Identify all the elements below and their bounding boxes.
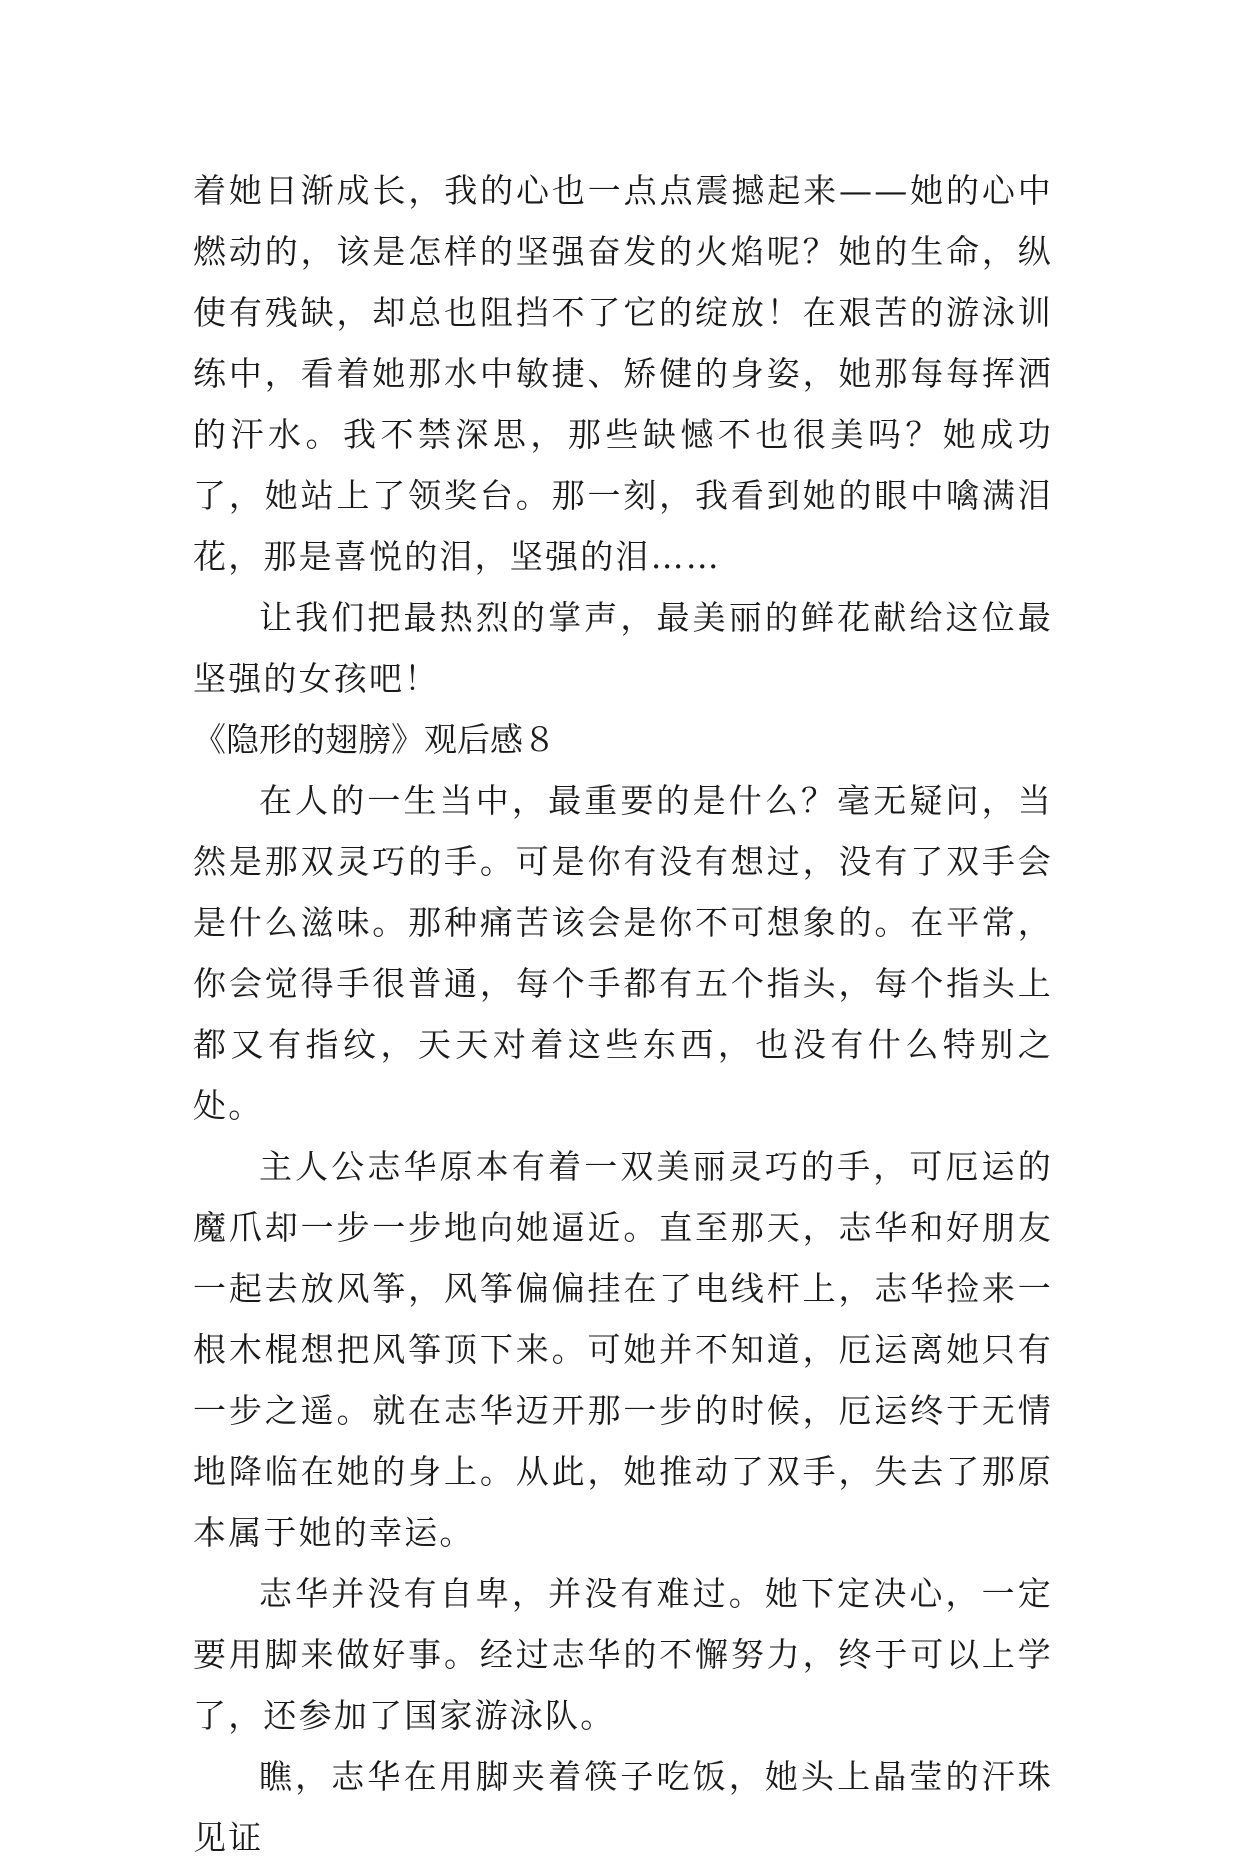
paragraph-6: 瞧，志华在用脚夹着筷子吃饭，她头上晶莹的汗珠见证 [193, 1757, 1053, 1857]
paragraph-4: 主人公志华原本有着一双美丽灵巧的手，可厄运的魔爪却一步一步地向她逼近。直至那天，志华和好朋友一起去放风筝，风筝偏偏挂在了电线杆上，志华捡来一根木棍想把风筝顶下来。可她并不知道，厄运离她只有一步之遥。就在志华迈开那一步的时候，厄运终于无情地降临在她的身上。从此，她推动了双手，失去了那原本属于她的幸运。 [193, 1147, 1053, 1552]
paragraph-3: 在人的一生当中，最重要的是什么？毫无疑问，当然是那双灵巧的手。可是你有没有想过，没有了双手会是什么滋味。那种痛苦该会是你不可想象的。在平常，你会觉得手很普通，每个手都有五个指头，每个指头上都又有指纹，天天对着这些东西，也没有什么特别之处。 [193, 781, 1053, 1125]
paragraph-1: 着她日渐成长，我的心也一点点震撼起来——她的心中燃动的，该是怎样的坚强奋发的火焰呢？她的生命，纵使有残缺，却总也阻挡不了它的绽放！在艰苦的游泳训练中，看着她那水中敏捷、矫健的身姿，她那每每挥洒的汗水。我不禁深思，那些缺憾不也很美吗？她成功了，她站上了领奖台。那一刻，我看到她的眼中噙满泪花，那是喜悦的泪，坚强的泪…… [193, 171, 1053, 576]
document-body [193, 160, 1053, 1868]
paragraph-2: 让我们把最热烈的掌声，最美丽的鲜花献给这位最坚强的女孩吧！ [193, 598, 1053, 698]
section-heading: 《隐形的翅膀》观后感８ [193, 720, 556, 759]
paragraph-5: 志华并没有自卑，并没有难过。她下定决心，一定要用脚来做好事。经过志华的不懈努力，终于可以上学了，还参加了国家游泳队。 [193, 1574, 1053, 1735]
